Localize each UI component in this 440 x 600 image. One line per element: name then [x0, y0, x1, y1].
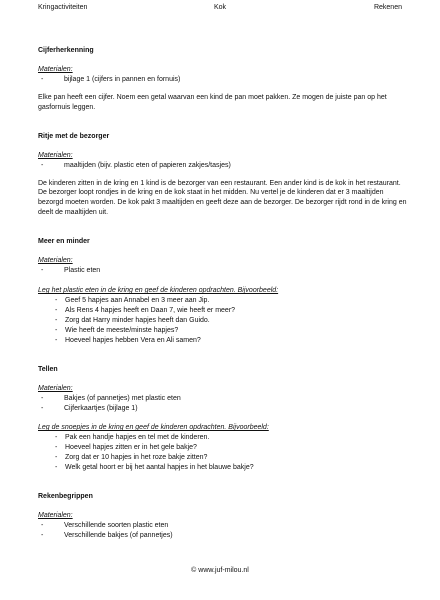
materials-item: - Bakjes (of pannetjes) met plastic eten	[38, 394, 410, 404]
section-cijferherkenning	[38, 46, 410, 113]
section-title: Rekenbegrippen	[38, 493, 93, 501]
materials-item: - Verschillende bakjes (of pannetjes)	[38, 531, 410, 541]
materials-list	[38, 75, 410, 85]
task-item: - Wie heeft de meeste/minste hapjes?	[38, 326, 410, 336]
materials-item: - bijlage 1 (cijfers in pannen en fornuis)	[38, 75, 410, 85]
section-title: Tellen	[38, 365, 58, 373]
materials-list	[38, 394, 410, 414]
instruction-text: Leg het plastic eten in de kring en geef de kinderen opdrachten. Bijvoorbeeld:	[38, 287, 279, 295]
task-item: - Hoeveel hapjes zitten er in het gele bakje?	[38, 443, 410, 453]
section-paragraph: Elke pan heeft een cijfer. Noem een getal waarvan een kind de pan moet pakken. Ze mogen de juiste pan op het gasfornuis leggen.	[38, 93, 387, 111]
task-item: - Welk getal hoort er bij het aantal hapjes in het blauwe bakje?	[38, 463, 410, 473]
task-item: - Hoeveel hapjes hebben Vera en Ali samen?	[38, 336, 410, 346]
materials-label: Materialen:	[38, 65, 73, 73]
header-center: Kok	[213, 4, 227, 11]
task-item: - Als Rens 4 hapjes heeft en Daan 7, wie heeft er meer?	[38, 306, 410, 316]
task-list	[38, 296, 410, 346]
task-item: - Zorg dat er 10 hapjes in het roze bakje zitten?	[38, 453, 410, 463]
materials-item: - Verschillende soorten plastic eten	[38, 521, 410, 531]
section-title: Ritje met de bezorger	[38, 132, 110, 140]
page-footer: © www.juf-milou.nl	[191, 567, 249, 574]
section-meer-en-minder	[38, 237, 410, 345]
header-left: Kringactiviteiten	[38, 4, 88, 11]
instruction-text: Leg de snoepjes in de kring en geef de kinderen opdrachten. Bijvoorbeeld:	[38, 424, 269, 432]
task-item: - Zorg dat Harry minder hapjes heeft dan Guido.	[38, 316, 410, 326]
page-header	[38, 3, 402, 15]
header-right: Rekenen	[373, 4, 402, 11]
materials-item: - Plastic eten	[38, 266, 410, 276]
document-body	[38, 46, 410, 560]
materials-list	[38, 521, 410, 541]
materials-label: Materialen:	[38, 257, 73, 265]
materials-label: Materialen:	[38, 384, 73, 392]
section-paragraph: De kinderen zitten in de kring en 1 kind is de bezorger van een restaurant. Een ander kind is de kok in het restaurant. De bezorger loopt rondjes in de kring en de kok staat in het midden. Nu vertel je de kinderen dat er 3 maaltijden bezorgd moeten worden. De kok pakt 3 maaltijden en geeft deze aan de bezorger. De bezorger rijdt rond in de kring en deelt de maaltijden uit.	[38, 179, 407, 217]
section-title: Meer en minder	[38, 238, 90, 246]
materials-list	[38, 161, 410, 171]
section-rekenbegrippen	[38, 492, 410, 541]
materials-label: Materialen:	[38, 512, 73, 520]
task-item: - Geef 5 hapjes aan Annabel en 3 meer aan Jip.	[38, 296, 410, 306]
materials-label: Materialen:	[38, 151, 73, 159]
task-item: - Pak een handje hapjes en tel met de kinderen.	[38, 433, 410, 443]
section-tellen	[38, 365, 410, 473]
section-title: Cijferherkenning	[38, 47, 94, 54]
materials-list	[38, 266, 410, 276]
materials-item: - maaltijden (bijv. plastic eten of papieren zakjes/tasjes)	[38, 161, 410, 171]
task-list	[38, 433, 410, 473]
materials-item: - Cijferkaartjes (bijlage 1)	[38, 404, 410, 414]
section-ritje-met-de-bezorger	[38, 132, 410, 219]
